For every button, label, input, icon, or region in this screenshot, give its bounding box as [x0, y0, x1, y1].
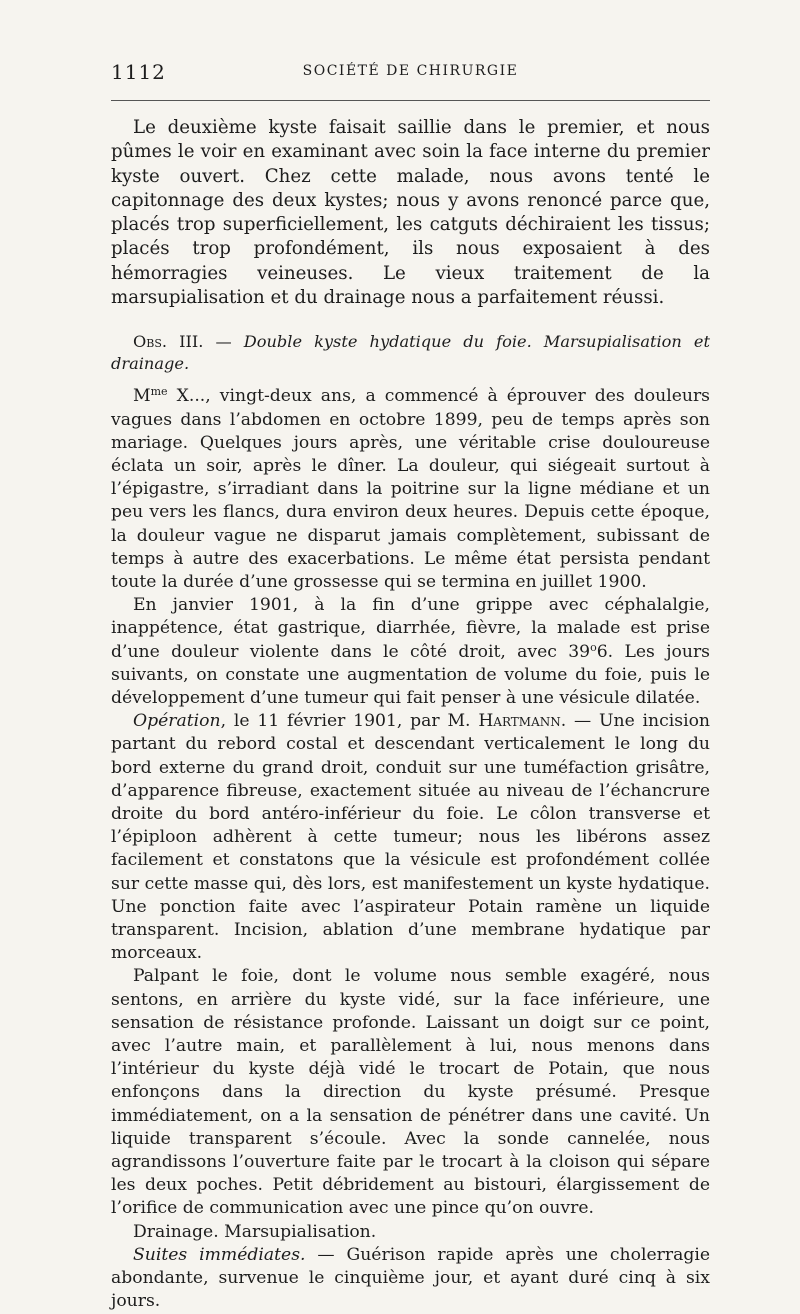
paragraph-operation [111, 710, 710, 965]
observation-body [111, 385, 710, 1313]
observation-heading [111, 331, 710, 375]
page-content [111, 116, 710, 1314]
observation-label: Obs. III. [133, 332, 204, 352]
patient-title-abbr: M [133, 386, 151, 407]
paragraph-aftermath-text: — Guérison rapide après une cholerragie abondante, survenue le cinquième jour, et ayant duré cinq à six jours. [111, 1244, 710, 1312]
paragraph-history-text: X..., vingt-deux ans, a commencé à éprouver des douleurs vagues dans l’abdomen en octobre 1899, peu de temps après son mariage. Quelques jours après, une véritable crise douloureuse éclata un soir, après le dîner. La douleur, qui siégeait surtout à l’épigastre, s’irradiant dans la poitrine sur la ligne médiane et un peu vers les flancs, dura environ deux heures. Depuis cette époque, la douleur vague ne disparut jamais complètement, subissant de temps à autre des exacerbations. Le même état persista pendant toute la durée d’une grossesse qui se termina en juillet 1900. [111, 386, 710, 592]
paragraph-operation-text-b: . — Une incision partant du rebord costal et descendant verticalement le long du bord externe du grand droit, conduit sur une tuméfaction grisâtre, d’apparence fibreuse, exactement située au niveau de l’échancrure droite du bord antéro-inférieur du foie. Le côlon transverse et l’épiploon adhèrent à cette tumeur; nous les libérons assez facilement et constatons que la vésicule est profondément collée sur cette masse qui, dès lors, est manifestement un kyste hydatique. Une ponction faite avec l’aspirateur Potain ramène un liquide transparent. Incision, ablation d’une membrane hydatique par morceaux. [111, 711, 710, 964]
observation-title: Double kyste hydatique du foie. Marsupialisation et drainage. [111, 332, 710, 374]
intro-paragraph: Le deuxième kyste faisait saillie dans le premier, et nous pûmes le voir en examinant avec soin la face interne du premier kyste ouvert. Chez cette malade, nous avons tenté le capitonnage des deux kystes; nous y avons renoncé parce que, placés trop superficiellement, les catguts déchiraient les tissus; placés trop profondément, ils nous exposaient à des hémorragies veineuses. Le vieux traitement de la marsupialisation et du drainage nous a parfaitement réussi. [111, 117, 710, 309]
paragraph-onset-text-a: En janvier 1901, à la fin d’une grippe avec céphalalgie, inappétence, état gastrique, diarrhée, fièvre, la malade est prise d’une douleur violente dans le côté droit, avec 39 [111, 595, 710, 662]
surgeon-name: Hartmann [478, 711, 561, 732]
running-head: SOCIÉTÉ DE CHIRURGIE [302, 63, 519, 79]
page-number: 1112 [111, 60, 166, 84]
paragraph-second-cyst: Palpant le foie, dont le volume nous semble exagéré, nous sentons, en arrière du kyste vidé, sur la face inférieure, une sensation de résistance profonde. Laissant un doigt sur ce point, avec l’autre main, et parallèlement à lui, nous menons dans l’intérieur du kyste déjà vidé le trocart de Potain, que nous enfonçons dans la direction du kyste présumé. Presque immédiatement, on a la sensation de pénétrer dans une cavité. Un liquide transparent s’écoule. Avec la sonde cannelée, nous agrandissons l’ouverture faite par le trocart à la cloison qui sépare les deux poches. Petit débridement au bistouri, élargissement de l’orifice de communication avec une pince qu’on ouvre. [111, 966, 710, 1219]
paragraph-drainage: Drainage. Marsupialisation. [133, 1221, 377, 1242]
page-header [111, 60, 710, 86]
patient-title-superscript: me [150, 385, 168, 399]
paragraph-aftermath [111, 1244, 710, 1314]
operation-lead: Opération [133, 711, 221, 732]
temperature-degree: o [590, 640, 597, 654]
aftermath-lead: Suites immédiates. [133, 1244, 306, 1265]
paragraph-onset-text-b: 6. Les jours suivants, on constate une augmentation de volume du foie, puis le développement d’une tumeur qui fait penser à une vésicule dilatée. [111, 641, 710, 709]
paragraph-history [111, 385, 710, 594]
paragraph-operation-text-a: , le 11 février 1901, par M. [220, 711, 479, 732]
paragraph-onset [111, 594, 710, 710]
observation-separator: — [203, 332, 244, 352]
header-rule [111, 100, 710, 101]
